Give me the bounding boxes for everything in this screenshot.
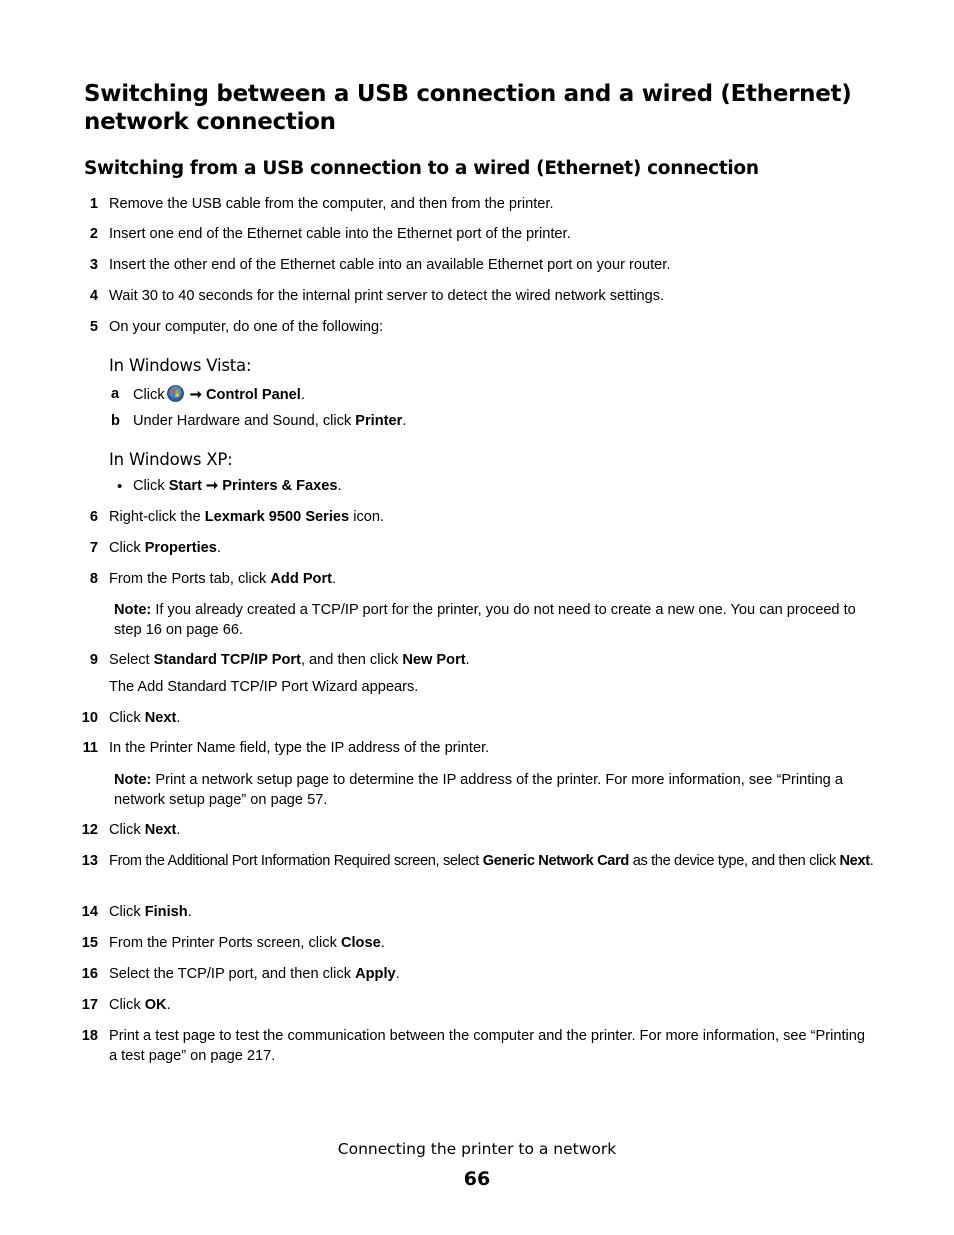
section-heading: Switching from a USB connection to a wired (Ethernet) connection [84, 158, 759, 179]
windows-start-orb-icon [167, 385, 184, 402]
xp-heading: In Windows XP: [109, 450, 233, 469]
step-number: 13 [81, 853, 98, 869]
step-number: 14 [81, 904, 98, 920]
step-number: 3 [89, 257, 98, 273]
step-text: Click Next. [109, 822, 181, 838]
page-number: 66 [463, 1168, 491, 1190]
step-text: Select the TCP/IP port, and then click Apply. [109, 966, 400, 982]
step-text: Insert the other end of the Ethernet cable into an available Ethernet port on your router. [109, 257, 671, 273]
step-text: From the Additional Port Information Required screen, select Generic Network Card as the device type, and then click Next. [109, 853, 874, 869]
step-number: 12 [81, 822, 98, 838]
step-text: From the Printer Ports screen, click Close. [109, 935, 385, 951]
step-number: 5 [89, 319, 98, 335]
step-text: Click Next. [109, 710, 181, 726]
step-text: Click Properties. [109, 540, 221, 556]
step-number: 9 [89, 652, 98, 668]
note-label: Note: [114, 772, 152, 788]
step-number: 10 [81, 710, 98, 726]
arrow-icon: ➞ [206, 478, 219, 494]
step-number: 17 [81, 997, 98, 1013]
step-number: 18 [81, 1028, 98, 1044]
vista-heading: In Windows Vista: [109, 356, 252, 375]
page-heading: Switching between a USB connection and a wired (Ethernet) network connection [84, 81, 852, 135]
step-9-result: The Add Standard TCP/IP Port Wizard appears. [109, 679, 419, 695]
footer-chapter-title: Connecting the printer to a network [337, 1140, 617, 1158]
step-text: From the Ports tab, click Add Port. [109, 571, 337, 587]
substep-text: Under Hardware and Sound, click Printer. [133, 413, 407, 429]
step-number: 2 [89, 226, 98, 242]
step-text: Right-click the Lexmark 9500 Series icon. [109, 509, 385, 525]
step-number: 6 [89, 509, 98, 525]
note-network-setup-page: Note: Print a network setup page to determine the IP address of the printer. For more information, see “Printing a network setup page” on page 57. [114, 772, 843, 808]
step-text: Remove the USB cable from the computer, and then from the printer. [109, 196, 554, 212]
substep-letter: a [111, 386, 120, 402]
xp-step: Click Start ➞ Printers & Faxes. [133, 478, 342, 494]
step-text: In the Printer Name field, type the IP address of the printer. [109, 740, 490, 756]
step-text: Select Standard TCP/IP Port, and then click New Port. [109, 652, 470, 668]
step-text: Insert one end of the Ethernet cable into the Ethernet port of the printer. [109, 226, 571, 242]
step-text: On your computer, do one of the following: [109, 319, 384, 335]
step-text: Print a test page to test the communication between the computer and the printer. For more information, see “Printing a test page” on page 217. [109, 1028, 866, 1064]
step-text: Click Finish. [109, 904, 192, 920]
step-number: 1 [89, 196, 98, 212]
step-text: Click OK. [109, 997, 171, 1013]
note-label: Note: [114, 602, 152, 618]
step-number: 16 [81, 966, 98, 982]
substep-letter: b [111, 413, 120, 429]
step-number: 7 [89, 540, 98, 556]
bullet-icon: • [117, 478, 123, 495]
step-number: 8 [89, 571, 98, 587]
substep-text: Click ➞ Control Panel. [133, 387, 305, 403]
step-text: Wait 30 to 40 seconds for the internal print server to detect the wired network settings. [109, 288, 665, 304]
arrow-icon: ➞ [189, 387, 202, 403]
step-number: 15 [81, 935, 98, 951]
step-number: 4 [89, 288, 98, 304]
note-tcpip-port: Note: If you already created a TCP/IP port for the printer, you do not need to create a new one. You can proceed to step 16 on page 66. [114, 602, 856, 638]
step-number: 11 [82, 740, 98, 756]
